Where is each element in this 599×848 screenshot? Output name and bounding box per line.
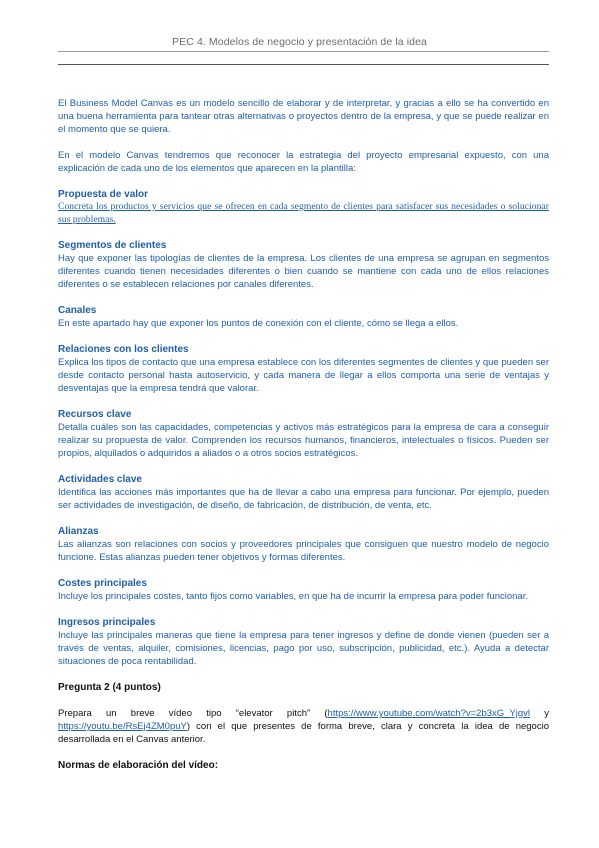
header-title: PEC 4. Modelos de negocio y presentación de la idea (172, 36, 427, 48)
section-propuesta-de-valor (58, 188, 549, 226)
section-body: Incluye los principales costes, tanto fijos como variables, en que ha de incurrir la empresa para poder funcionar. (58, 591, 528, 602)
intro-paragraph-1: El Business Model Canvas es un modelo sencillo de elaborar y de interpretar, y gracias a ello se ha convertido en una buena herramienta para tantear otras alternativas o proyectos dentro de la empresa, y que se puede realizar en el momento que se quiera. (58, 98, 549, 135)
youtube-link-1[interactable]: https://www.youtube.com/watch?v=2b3xG_Yjgvl (327, 708, 531, 719)
section-title: Alianzas (58, 526, 99, 537)
section-title: Propuesta de valor (58, 189, 149, 200)
section-actividades-clave (58, 473, 549, 512)
youtube-link-2[interactable]: https://youtu.be/RsEj4ZM0puY (58, 721, 187, 732)
section-title: Canales (58, 305, 97, 316)
section-body: Detalla cuáles son las capacidades, competencias y activos más estratégicos para la empresa de cara a conseguir realizar su propuesta de valor. Comprenden los recursos humanos, financieros, intelectuales o físicos. Pueden ser propios, alquilados o adquiridos a aliados o a otros socios estratégicos. (58, 422, 549, 459)
section-title: Relaciones con los clientes (58, 344, 189, 355)
section-segmentos-de-clientes (58, 239, 549, 291)
section-alianzas (58, 525, 549, 564)
section-body: Hay que exponer las tipologías de clientes de la empresa. Los clientes de una empresa se agrupan en segmentos diferentes cuando tienen necesidades diferentes o bien cuando se mantiene con cada uno de ellos relaciones diferentes o se establecen relaciones por canales diferentes. (58, 253, 549, 290)
section-recursos-clave (58, 408, 549, 460)
video-rules-heading: Normas de elaboración del vídeo: (58, 760, 219, 771)
section-body: Concreta los productos y servicios que se ofrecen en cada segmento de clientes para satisfacer sus necesidades o solucionar sus problemas. (58, 201, 549, 225)
section-body: Las alianzas son relaciones con socios y proveedores principales que consiguen que nuestro modelo de negocio funcione. Estas alianzas pueden tener objetivos y formas diferentes. (58, 539, 549, 563)
section-title: Costes principales (58, 578, 147, 589)
section-body: Identifica las acciones más importantes que ha de llevar a cabo una empresa para funcionar. Por ejemplo, pueden ser actividades de investigación, de diseño, de fabricación, de distribución, de venta, etc. (58, 487, 549, 511)
section-body: Explica los tipos de contacto que una empresa establece con los diferentes segmentes de clientes y que pueden ser desde contacto personal hasta autoservicio, y cada manera de llegar a ellos comporta una serie de ventajas y desventajas que la empresa tendrá que valorar. (58, 357, 549, 394)
section-title: Ingresos principales (58, 617, 156, 628)
intro-paragraph-2: En el modelo Canvas tendremos que reconocer la estrategia del proyecto empresarial expuesto, con una explicación de cada uno de los elementos que aparecen en la plantilla: (58, 150, 549, 174)
section-ingresos-principales (58, 616, 549, 668)
section-body: Incluye las principales maneras que tiene la empresa para tener ingresos y define de donde vienen (pueden ser a través de ventas, alquiler, comisiones, licencias, pago por uso, subscripción, publicidad, etc.). Ayuda a detectar situaciones de poca rentabilidad. (58, 630, 549, 667)
question-2-text-before: Prepara un breve vídeo tipo “elevator pitch” ( (58, 708, 328, 719)
section-title: Actividades clave (58, 474, 142, 485)
header-divider (58, 51, 549, 52)
question-2-title: Pregunta 2 (4 puntos) (58, 682, 161, 693)
question-2-text-after: ) con el que presentes de forma breve, clara y concreta la idea de negocio desarrollada en el Canvas anterior. (58, 721, 549, 745)
header-divider-thick (58, 64, 549, 65)
section-title: Recursos clave (58, 409, 132, 420)
section-body: En este apartado hay que exponer los puntos de conexión con el cliente, cómo se llega a ellos. (58, 318, 459, 329)
question-2-text-mid: y (530, 708, 550, 719)
section-costes-principales (58, 577, 549, 603)
section-title: Segmentos de clientes (58, 240, 167, 251)
section-canales (58, 304, 549, 330)
document-body (58, 97, 549, 772)
question-2-paragraph (58, 707, 549, 746)
section-relaciones-con-los-clientes (58, 343, 549, 395)
